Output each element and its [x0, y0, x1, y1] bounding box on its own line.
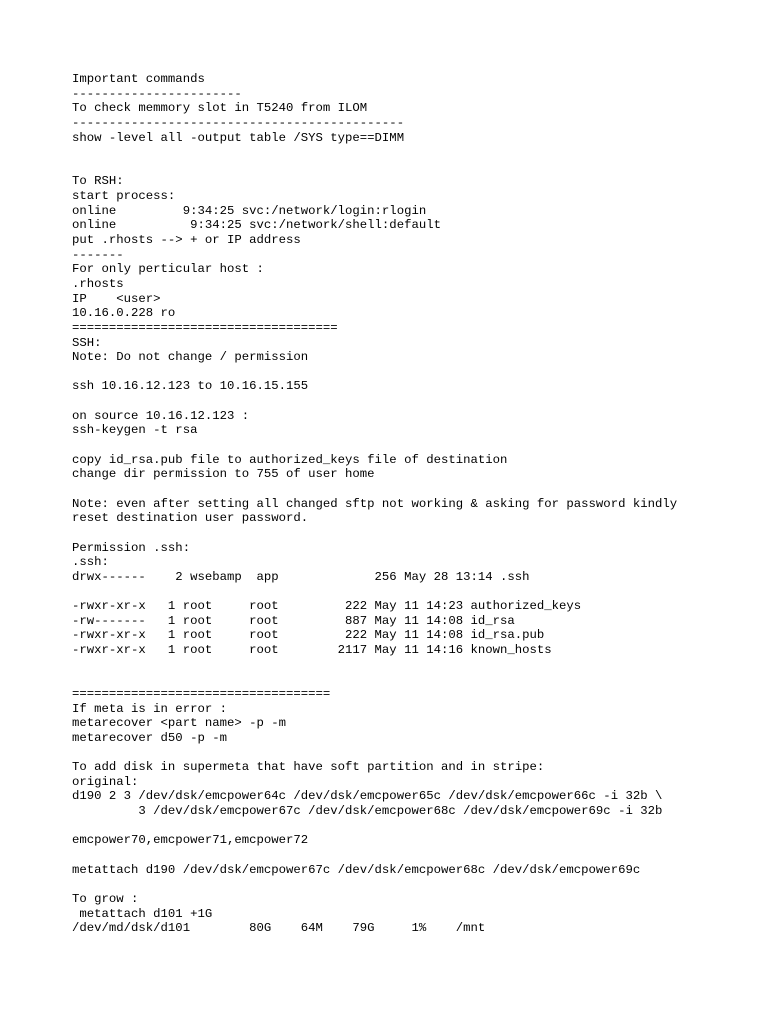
- document-line: [72, 877, 752, 892]
- document-line: [72, 848, 752, 863]
- document-line: -rwxr-xr-x 1 root root 222 May 11 14:08 id_rsa.pub: [72, 628, 545, 643]
- document-line: [72, 438, 752, 453]
- document-line: [72, 658, 752, 673]
- document-line: IP <user>: [72, 291, 161, 306]
- document-line: start process:: [72, 189, 176, 204]
- document-line: [72, 526, 752, 541]
- document-line: metattach d190 /dev/dsk/emcpower67c /dev/dsk/emcpower68c /dev/dsk/emcpower69c: [72, 862, 641, 877]
- document-line: If meta is in error :: [72, 701, 227, 716]
- document-line: [72, 365, 752, 380]
- document-line: -rwxr-xr-x 1 root root 222 May 11 14:23 authorized_keys: [72, 599, 582, 614]
- document-line: online 9:34:25 svc:/network/shell:default: [72, 218, 441, 233]
- document-line: on source 10.16.12.123 :: [72, 408, 250, 423]
- document-line: drwx------ 2 wsebamp app 256 May 28 13:14 .ssh: [72, 569, 530, 584]
- document-line: original:: [72, 774, 139, 789]
- document-line: Note: even after setting all changed sftp not working & asking for password kindly: [72, 496, 678, 511]
- document-line: To RSH:: [72, 174, 124, 189]
- document-line: Permission .ssh:: [72, 540, 191, 555]
- document-page: [72, 72, 752, 936]
- document-line: d190 2 3 /dev/dsk/emcpower64c /dev/dsk/emcpower65c /dev/dsk/emcpower66c -i 32b \: [72, 789, 663, 804]
- document-line: metarecover <part name> -p -m: [72, 716, 287, 731]
- document-line: -rwxr-xr-x 1 root root 2117 May 11 14:16 known_hosts: [72, 642, 552, 657]
- document-line: ssh-keygen -t rsa: [72, 423, 198, 438]
- document-line: put .rhosts --> + or IP address: [72, 233, 301, 248]
- document-line: [72, 819, 752, 834]
- document-line: [72, 482, 752, 497]
- document-line: [72, 160, 752, 175]
- document-line: ====================================: [72, 320, 338, 335]
- document-line: copy id_rsa.pub file to authorized_keys file of destination: [72, 452, 508, 467]
- document-line: To check memmory slot in T5240 from ILOM: [72, 101, 368, 116]
- document-line: -------: [72, 247, 124, 262]
- document-line: Note: Do not change / permission: [72, 350, 309, 365]
- document-line: To grow :: [72, 891, 139, 906]
- document-line: [72, 584, 752, 599]
- document-line: ---------------------------------------------: [72, 115, 405, 130]
- document-line: ===================================: [72, 686, 331, 701]
- document-line: reset destination user password.: [72, 511, 309, 526]
- document-line: -rw------- 1 root root 887 May 11 14:08 id_rsa: [72, 613, 515, 628]
- document-line: online 9:34:25 svc:/network/login:rlogin: [72, 203, 427, 218]
- document-line: -----------------------: [72, 86, 242, 101]
- document-line: ssh 10.16.12.123 to 10.16.15.155: [72, 379, 309, 394]
- document-line: metattach d101 +1G: [72, 906, 213, 921]
- document-line: Important commands: [72, 72, 205, 86]
- document-line: [72, 672, 752, 687]
- document-line: [72, 394, 752, 409]
- document-line: To add disk in supermeta that have soft partition and in stripe:: [72, 760, 545, 775]
- document-line: .rhosts: [72, 276, 124, 291]
- document-line: change dir permission to 755 of user home: [72, 467, 375, 482]
- document-line: show -level all -output table /SYS type==DIMM: [72, 130, 405, 145]
- document-line: .ssh:: [72, 555, 109, 570]
- document-line: SSH:: [72, 335, 102, 350]
- document-line: For only perticular host :: [72, 262, 264, 277]
- document-line: /dev/md/dsk/d101 80G 64M 79G 1% /mnt: [72, 921, 486, 936]
- document-line: [72, 145, 752, 160]
- document-line: emcpower70,emcpower71,emcpower72: [72, 833, 309, 848]
- document-line: [72, 745, 752, 760]
- document-line: 10.16.0.228 ro: [72, 306, 176, 321]
- document-line: metarecover d50 -p -m: [72, 730, 227, 745]
- document-line: 3 /dev/dsk/emcpower67c /dev/dsk/emcpower68c /dev/dsk/emcpower69c -i 32b: [72, 804, 663, 819]
